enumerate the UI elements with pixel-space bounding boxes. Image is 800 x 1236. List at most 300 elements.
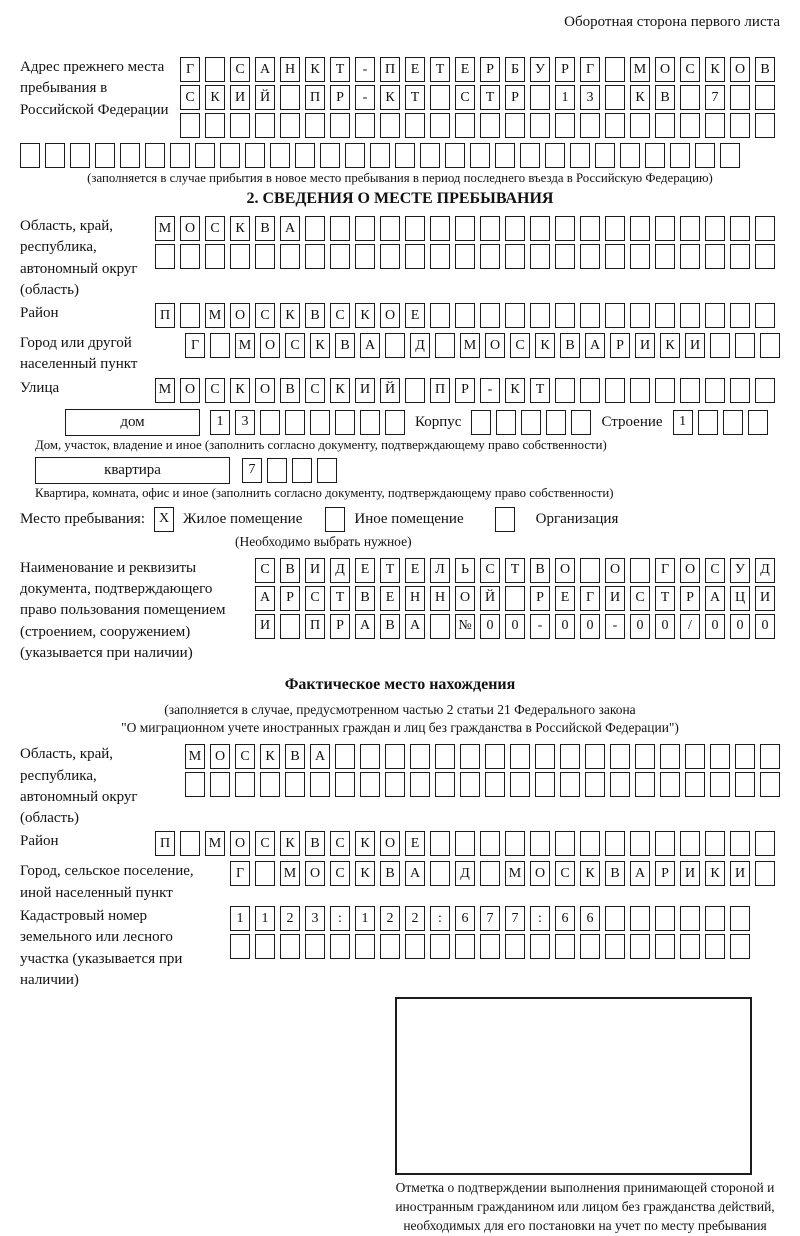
char-box[interactable] [645,143,665,168]
char-box[interactable] [405,378,425,403]
char-box[interactable] [655,216,675,241]
char-box[interactable] [605,216,625,241]
char-box[interactable] [680,244,700,269]
char-box[interactable]: И [605,586,625,611]
char-box[interactable] [710,333,730,358]
char-box[interactable] [430,244,450,269]
char-box[interactable] [405,113,425,138]
char-box[interactable]: К [330,378,350,403]
char-box[interactable]: С [305,586,325,611]
char-box[interactable]: О [655,57,675,82]
char-box[interactable]: Й [380,378,400,403]
char-box[interactable] [630,831,650,856]
char-box[interactable] [605,113,625,138]
char-box[interactable]: К [380,85,400,110]
char-box[interactable]: М [630,57,650,82]
char-box[interactable]: М [460,333,480,358]
char-box[interactable] [655,831,675,856]
char-box[interactable] [385,772,405,797]
char-box[interactable]: М [205,303,225,328]
char-box[interactable]: 3 [580,85,600,110]
char-box[interactable] [505,934,525,959]
char-box[interactable] [505,586,525,611]
char-box[interactable]: 2 [405,906,425,931]
char-box[interactable] [655,934,675,959]
char-box[interactable] [555,216,575,241]
char-box[interactable] [585,744,605,769]
char-box[interactable]: К [355,303,375,328]
char-box[interactable]: С [680,57,700,82]
char-box[interactable] [560,772,580,797]
char-box[interactable] [735,333,755,358]
char-box[interactable] [680,85,700,110]
char-box[interactable]: М [155,216,175,241]
char-box[interactable] [505,113,525,138]
char-box[interactable]: С [255,303,275,328]
char-box[interactable] [571,410,591,435]
char-box[interactable] [555,831,575,856]
char-box[interactable] [595,143,615,168]
char-box[interactable] [496,410,516,435]
char-box[interactable]: О [305,861,325,886]
char-box[interactable] [680,303,700,328]
char-box[interactable] [580,303,600,328]
char-box[interactable] [255,934,275,959]
char-box[interactable] [580,934,600,959]
char-box[interactable] [755,378,775,403]
char-box[interactable] [260,410,280,435]
char-box[interactable]: 1 [355,906,375,931]
char-box[interactable]: А [280,216,300,241]
char-box[interactable] [230,244,250,269]
char-box[interactable]: В [280,558,300,583]
char-box[interactable]: И [730,861,750,886]
char-box[interactable] [710,772,730,797]
char-box[interactable] [330,934,350,959]
char-box[interactable]: С [205,378,225,403]
char-box[interactable] [120,143,140,168]
char-box[interactable]: К [630,85,650,110]
char-box[interactable] [555,303,575,328]
char-box[interactable] [730,216,750,241]
char-box[interactable] [635,744,655,769]
char-box[interactable] [370,143,390,168]
char-box[interactable] [520,143,540,168]
char-box[interactable]: К [535,333,555,358]
char-box[interactable] [705,303,725,328]
char-box[interactable]: 1 [230,906,250,931]
char-box[interactable]: П [155,303,175,328]
char-box[interactable] [660,772,680,797]
char-box[interactable] [655,113,675,138]
char-box[interactable]: 7 [480,906,500,931]
char-box[interactable] [748,410,768,435]
char-box[interactable]: А [360,333,380,358]
char-box[interactable]: К [230,216,250,241]
char-box[interactable] [355,934,375,959]
char-box[interactable]: Р [455,378,475,403]
char-box[interactable] [505,831,525,856]
char-box[interactable]: С [455,85,475,110]
checkbox-organizatsiya[interactable] [495,507,515,532]
char-box[interactable]: А [405,861,425,886]
char-box[interactable] [495,143,515,168]
char-box[interactable]: О [260,333,280,358]
char-box[interactable] [655,906,675,931]
char-box[interactable] [230,113,250,138]
char-box[interactable]: В [335,333,355,358]
char-box[interactable] [205,244,225,269]
char-box[interactable]: С [555,861,575,886]
char-box[interactable]: Т [405,85,425,110]
char-box[interactable] [305,934,325,959]
char-box[interactable]: М [280,861,300,886]
char-box[interactable]: Е [405,303,425,328]
char-box[interactable] [405,934,425,959]
char-box[interactable] [510,744,530,769]
char-box[interactable]: Н [430,586,450,611]
char-box[interactable]: М [185,744,205,769]
char-box[interactable]: С [510,333,530,358]
char-box[interactable] [460,744,480,769]
char-box[interactable]: И [635,333,655,358]
char-box[interactable] [655,244,675,269]
char-box[interactable]: О [530,861,550,886]
char-box[interactable] [205,113,225,138]
char-box[interactable] [310,410,330,435]
char-box[interactable]: С [330,831,350,856]
char-box[interactable]: Р [655,861,675,886]
char-box[interactable]: К [205,85,225,110]
char-box[interactable] [480,934,500,959]
char-box[interactable]: О [555,558,575,583]
char-box[interactable]: В [380,614,400,639]
char-box[interactable] [280,614,300,639]
char-box[interactable]: Т [430,57,450,82]
char-box[interactable]: - [605,614,625,639]
char-box[interactable] [292,458,312,483]
char-box[interactable] [470,143,490,168]
char-box[interactable]: К [230,378,250,403]
char-box[interactable]: : [430,906,450,931]
char-box[interactable]: И [755,586,775,611]
char-box[interactable] [335,772,355,797]
char-box[interactable] [170,143,190,168]
char-box[interactable] [755,216,775,241]
char-box[interactable] [355,216,375,241]
char-box[interactable] [280,85,300,110]
char-box[interactable] [360,744,380,769]
char-box[interactable] [580,244,600,269]
char-box[interactable]: Т [480,85,500,110]
char-box[interactable] [630,934,650,959]
char-box[interactable]: О [730,57,750,82]
char-box[interactable] [430,861,450,886]
char-box[interactable]: С [285,333,305,358]
char-box[interactable]: 6 [455,906,475,931]
char-box[interactable] [335,744,355,769]
char-box[interactable]: Л [430,558,450,583]
char-box[interactable]: 0 [755,614,775,639]
char-box[interactable]: Р [330,614,350,639]
char-box[interactable] [605,378,625,403]
char-box[interactable] [555,244,575,269]
char-box[interactable] [760,744,780,769]
char-box[interactable]: 2 [380,906,400,931]
char-box[interactable] [505,244,525,269]
char-box[interactable] [235,772,255,797]
char-box[interactable] [580,113,600,138]
char-box[interactable]: Р [610,333,630,358]
char-box[interactable] [685,772,705,797]
char-box[interactable]: И [230,85,250,110]
char-box[interactable]: О [680,558,700,583]
char-box[interactable]: В [280,378,300,403]
char-box[interactable] [255,113,275,138]
char-box[interactable]: М [205,831,225,856]
char-box[interactable]: О [210,744,230,769]
char-box[interactable]: П [305,85,325,110]
char-box[interactable] [380,244,400,269]
char-box[interactable]: И [355,378,375,403]
char-box[interactable] [680,378,700,403]
char-box[interactable] [295,143,315,168]
char-box[interactable] [480,216,500,241]
char-box[interactable] [585,772,605,797]
char-box[interactable] [730,113,750,138]
char-box[interactable] [630,216,650,241]
char-box[interactable] [471,410,491,435]
char-box[interactable]: С [255,831,275,856]
char-box[interactable]: Д [330,558,350,583]
char-box[interactable]: - [480,378,500,403]
char-box[interactable] [605,57,625,82]
char-box[interactable]: А [255,586,275,611]
char-box[interactable] [305,244,325,269]
char-box[interactable]: С [305,378,325,403]
char-box[interactable]: В [560,333,580,358]
char-box[interactable] [430,216,450,241]
char-box[interactable]: А [355,614,375,639]
char-box[interactable] [580,831,600,856]
char-box[interactable] [555,378,575,403]
char-box[interactable]: С [330,861,350,886]
char-box[interactable]: Р [505,85,525,110]
char-box[interactable] [605,244,625,269]
char-box[interactable]: 0 [705,614,725,639]
char-box[interactable]: М [505,861,525,886]
char-box[interactable] [705,113,725,138]
char-box[interactable] [705,244,725,269]
char-box[interactable] [570,143,590,168]
char-box[interactable] [530,831,550,856]
char-box[interactable] [385,410,405,435]
char-box[interactable]: И [680,861,700,886]
char-box[interactable] [195,143,215,168]
char-box[interactable]: С [230,57,250,82]
char-box[interactable]: О [180,216,200,241]
char-box[interactable]: В [355,586,375,611]
char-box[interactable]: Й [480,586,500,611]
char-box[interactable]: 6 [555,906,575,931]
char-box[interactable]: В [305,303,325,328]
char-box[interactable]: Г [655,558,675,583]
char-box[interactable] [630,558,650,583]
char-box[interactable] [710,744,730,769]
char-box[interactable]: У [730,558,750,583]
char-box[interactable] [210,333,230,358]
char-box[interactable] [380,934,400,959]
char-box[interactable] [605,906,625,931]
char-box[interactable] [385,744,405,769]
char-box[interactable] [410,744,430,769]
char-box[interactable] [455,934,475,959]
char-box[interactable]: 0 [480,614,500,639]
char-box[interactable] [505,303,525,328]
char-box[interactable] [430,303,450,328]
char-box[interactable]: И [255,614,275,639]
char-box[interactable] [655,378,675,403]
char-box[interactable]: / [680,614,700,639]
char-box[interactable] [630,906,650,931]
char-box[interactable]: Г [230,861,250,886]
char-box[interactable]: Б [505,57,525,82]
char-box[interactable] [285,772,305,797]
char-box[interactable]: Е [405,558,425,583]
char-box[interactable]: В [380,861,400,886]
char-box[interactable]: Н [280,57,300,82]
char-box[interactable] [670,143,690,168]
char-box[interactable] [430,113,450,138]
char-box[interactable]: Р [555,57,575,82]
char-box[interactable] [560,744,580,769]
char-box[interactable] [530,85,550,110]
char-box[interactable]: А [630,861,650,886]
char-box[interactable]: К [660,333,680,358]
char-box[interactable]: А [405,614,425,639]
char-box[interactable]: К [305,57,325,82]
char-box[interactable]: В [655,85,675,110]
char-box[interactable]: О [255,378,275,403]
char-box[interactable]: П [430,378,450,403]
char-box[interactable]: 1 [255,906,275,931]
char-box[interactable]: 0 [655,614,675,639]
char-box[interactable]: В [305,831,325,856]
char-box[interactable] [680,113,700,138]
char-box[interactable]: 7 [505,906,525,931]
char-box[interactable] [285,410,305,435]
char-box[interactable] [705,378,725,403]
char-box[interactable]: В [285,744,305,769]
char-box[interactable] [205,57,225,82]
char-box[interactable]: К [280,831,300,856]
char-box[interactable] [730,85,750,110]
char-box[interactable] [705,934,725,959]
char-box[interactable]: К [260,744,280,769]
char-box[interactable]: О [380,831,400,856]
checkbox-zhiloe-pomeschenie[interactable]: X [154,507,174,532]
char-box[interactable] [535,772,555,797]
char-box[interactable] [545,143,565,168]
char-box[interactable]: 0 [580,614,600,639]
char-box[interactable] [230,934,250,959]
char-box[interactable] [317,458,337,483]
char-box[interactable]: Г [580,57,600,82]
char-box[interactable]: О [455,586,475,611]
char-box[interactable] [335,410,355,435]
char-box[interactable] [210,772,230,797]
char-box[interactable]: К [280,303,300,328]
char-box[interactable] [395,143,415,168]
char-box[interactable]: Т [530,378,550,403]
char-box[interactable] [480,244,500,269]
char-box[interactable]: О [230,303,250,328]
char-box[interactable] [345,143,365,168]
char-box[interactable] [680,906,700,931]
char-box[interactable]: П [155,831,175,856]
char-box[interactable]: 0 [630,614,650,639]
char-box[interactable]: Г [180,57,200,82]
char-box[interactable]: Е [355,558,375,583]
char-box[interactable]: В [755,57,775,82]
char-box[interactable]: А [310,744,330,769]
char-box[interactable] [305,216,325,241]
char-box[interactable] [630,303,650,328]
char-box[interactable] [355,113,375,138]
char-box[interactable]: К [310,333,330,358]
char-box[interactable] [185,772,205,797]
char-box[interactable]: - [530,614,550,639]
char-box[interactable] [435,744,455,769]
char-box[interactable] [445,143,465,168]
char-box[interactable]: Р [280,586,300,611]
char-box[interactable] [530,934,550,959]
char-box[interactable] [320,143,340,168]
char-box[interactable] [420,143,440,168]
char-box[interactable] [695,143,715,168]
char-box[interactable]: Е [405,57,425,82]
char-box[interactable] [760,772,780,797]
char-box[interactable]: С [705,558,725,583]
char-box[interactable]: И [685,333,705,358]
char-box[interactable] [95,143,115,168]
char-box[interactable] [755,244,775,269]
char-box[interactable]: К [705,57,725,82]
char-box[interactable]: С [205,216,225,241]
char-box[interactable]: Г [580,586,600,611]
char-box[interactable] [730,244,750,269]
char-box[interactable]: В [605,861,625,886]
char-box[interactable]: С [480,558,500,583]
char-box[interactable]: 7 [242,458,262,483]
char-box[interactable] [455,831,475,856]
char-box[interactable] [723,410,743,435]
char-box[interactable]: 7 [705,85,725,110]
char-box[interactable]: О [380,303,400,328]
char-box[interactable] [535,744,555,769]
char-box[interactable] [155,244,175,269]
char-box[interactable] [730,906,750,931]
char-box[interactable]: П [305,614,325,639]
char-box[interactable] [630,378,650,403]
char-box[interactable] [680,934,700,959]
char-box[interactable]: П [380,57,400,82]
char-box[interactable]: А [585,333,605,358]
char-box[interactable] [245,143,265,168]
char-box[interactable] [630,113,650,138]
char-box[interactable] [480,113,500,138]
char-box[interactable]: В [530,558,550,583]
